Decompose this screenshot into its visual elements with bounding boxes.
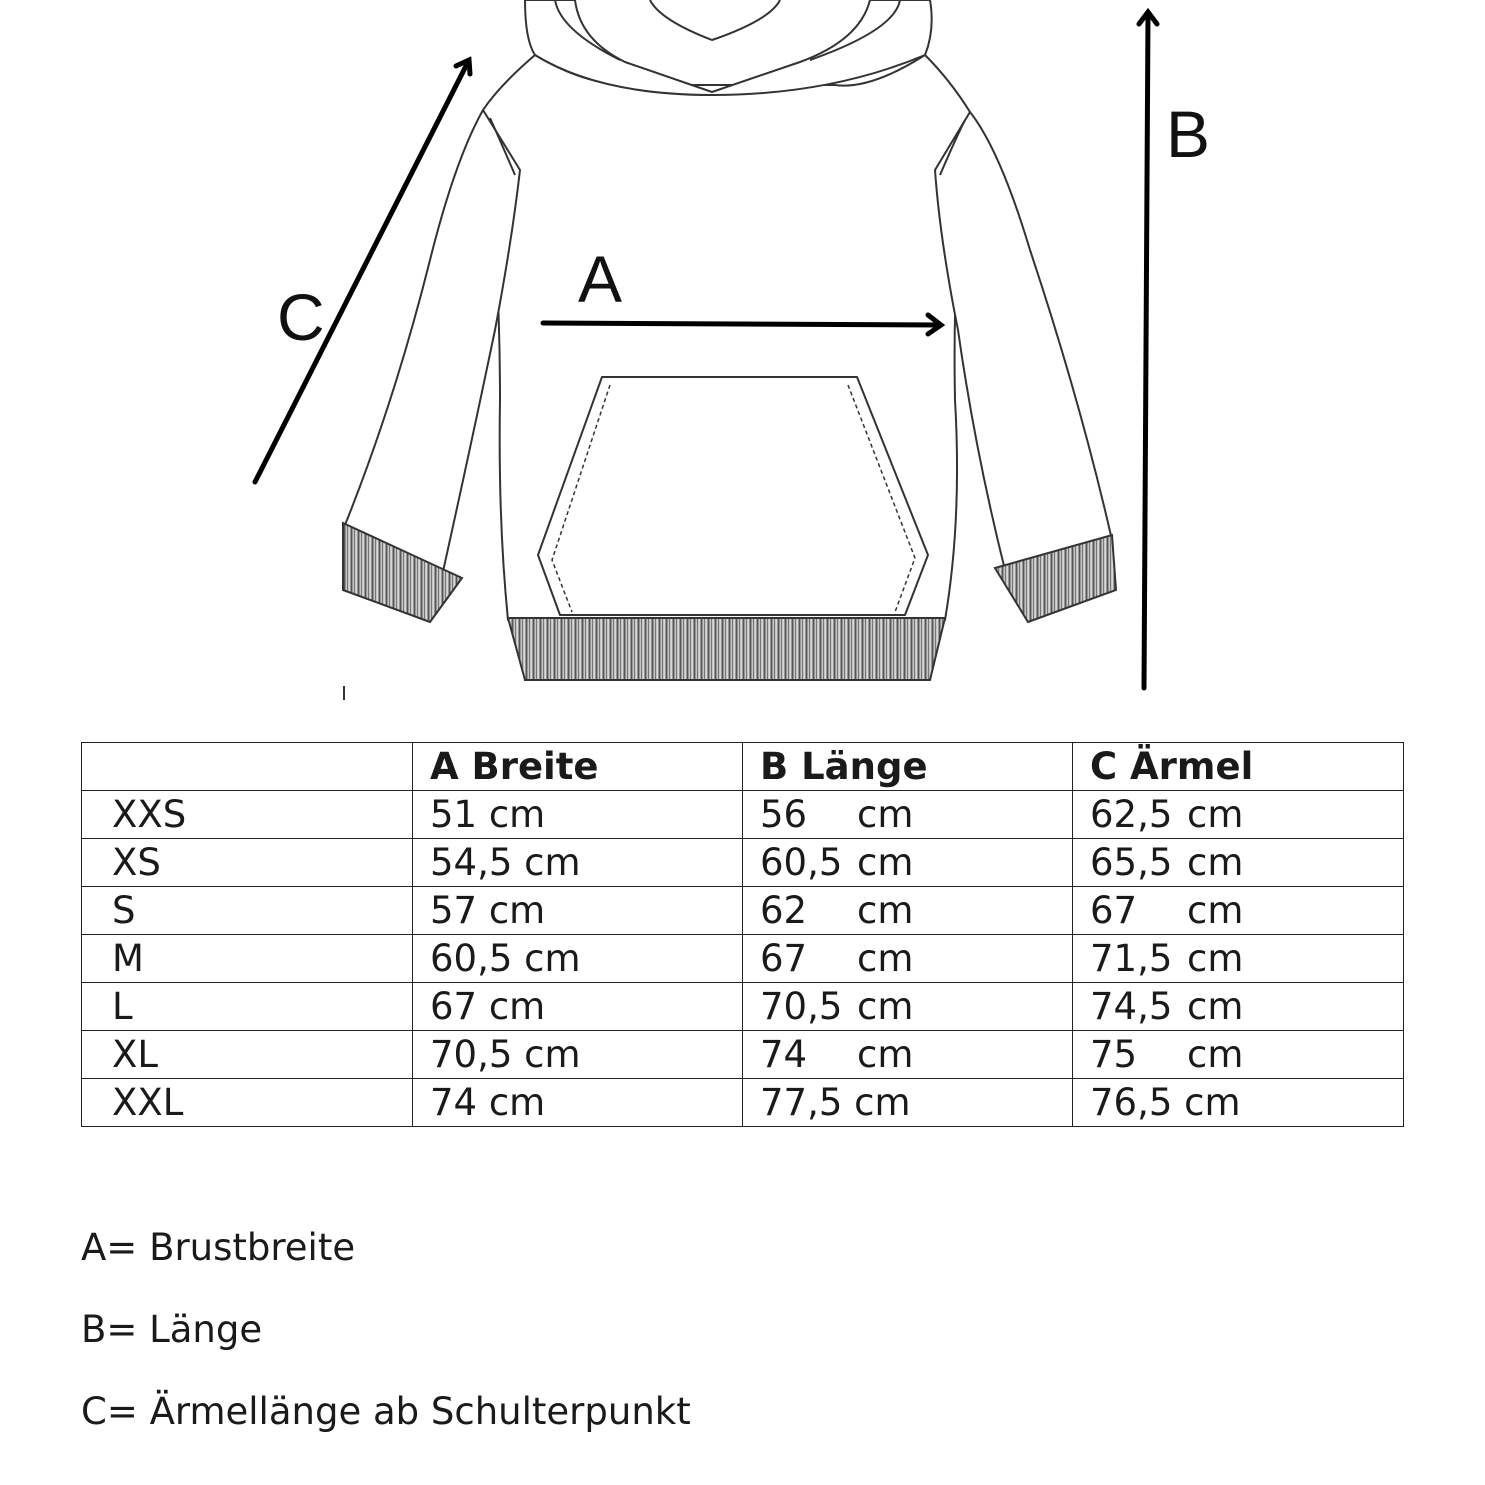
table-row: [82, 791, 1404, 839]
table-row: [82, 935, 1404, 983]
hoodie-diagram: [0, 0, 1485, 705]
b-cell: [743, 791, 1073, 839]
a-cell: [413, 887, 743, 935]
b-value: 77,5 cm: [760, 1081, 911, 1124]
label-b: B: [1166, 97, 1211, 171]
b-value: 60,5: [760, 841, 843, 884]
table-header-row: [82, 743, 1404, 791]
c-unit: cm: [1187, 1033, 1244, 1076]
table-row: [82, 983, 1404, 1031]
size-cell: [82, 983, 413, 1031]
b-unit: cm: [857, 985, 914, 1028]
size-label: L: [112, 985, 133, 1028]
a-value: 70,5 cm: [430, 1033, 581, 1076]
legend-b: B= Länge: [81, 1308, 263, 1351]
c-unit: cm: [1187, 937, 1244, 980]
table-row: [82, 1079, 1404, 1127]
b-cell: [743, 839, 1073, 887]
a-value: 51 cm: [430, 793, 546, 836]
b-unit: cm: [857, 937, 914, 980]
c-unit: cm: [1187, 841, 1244, 884]
legend-c: C= Ärmellänge ab Schulterpunkt: [81, 1390, 691, 1433]
size-label: XS: [112, 841, 161, 884]
b-unit: cm: [857, 793, 914, 836]
size-table: [81, 742, 1404, 1127]
a-value: 60,5 cm: [430, 937, 581, 980]
hoodie-drawing: [345, 0, 1112, 620]
b-cell: [743, 1079, 1073, 1127]
c-value: 75: [1090, 1033, 1138, 1076]
size-cell: [82, 1079, 413, 1127]
size-cell: [82, 1031, 413, 1079]
a-cell: [413, 1079, 743, 1127]
size-label: XXL: [112, 1081, 184, 1124]
label-c: C: [277, 280, 325, 354]
size-label: S: [112, 889, 136, 932]
c-unit: cm: [1187, 793, 1244, 836]
label-a: A: [578, 242, 623, 316]
kangaroo-pocket: [538, 377, 928, 615]
a-value: 67 cm: [430, 985, 546, 1028]
c-value: 74,5: [1090, 985, 1173, 1028]
c-cell: [1073, 1079, 1404, 1127]
a-cell: [413, 983, 743, 1031]
b-unit: cm: [857, 1033, 914, 1076]
c-cell: [1073, 887, 1404, 935]
header-c-aermel: C Ärmel: [1073, 743, 1404, 791]
c-cell: [1073, 935, 1404, 983]
table-row: [82, 887, 1404, 935]
b-cell: [743, 1031, 1073, 1079]
waistband: [508, 618, 945, 680]
right-sleeve: [935, 112, 1112, 570]
a-value: 74 cm: [430, 1081, 546, 1124]
header-size: [82, 743, 413, 791]
c-cell: [1073, 791, 1404, 839]
header-a-breite: A Breite: [413, 743, 743, 791]
left-sleeve: [345, 110, 520, 585]
a-value: 54,5 cm: [430, 841, 581, 884]
header-b-laenge: B Länge: [743, 743, 1073, 791]
size-cell: [82, 887, 413, 935]
size-label: XXS: [112, 793, 187, 836]
a-cell: [413, 839, 743, 887]
c-cell: [1073, 1031, 1404, 1079]
b-value: 67: [760, 937, 808, 980]
b-cell: [743, 887, 1073, 935]
c-value: 62,5: [1090, 793, 1173, 836]
b-value: 74: [760, 1033, 808, 1076]
c-value: 67: [1090, 889, 1138, 932]
c-value: 71,5: [1090, 937, 1173, 980]
b-value: 62: [760, 889, 808, 932]
table-row: [82, 839, 1404, 887]
c-unit: cm: [1187, 985, 1244, 1028]
hoodie-figure: [0, 0, 1485, 705]
size-label: M: [112, 937, 144, 980]
c-value: 76,5 cm: [1090, 1081, 1241, 1124]
table-row: [82, 1031, 1404, 1079]
c-cell: [1073, 983, 1404, 1031]
size-cell: [82, 791, 413, 839]
b-value: 70,5: [760, 985, 843, 1028]
a-value: 57 cm: [430, 889, 546, 932]
b-unit: cm: [857, 889, 914, 932]
a-cell: [413, 935, 743, 983]
b-value: 56: [760, 793, 808, 836]
size-cell: [82, 935, 413, 983]
c-cell: [1073, 839, 1404, 887]
size-label: XL: [112, 1033, 158, 1076]
b-cell: [743, 935, 1073, 983]
c-unit: cm: [1187, 889, 1244, 932]
c-value: 65,5: [1090, 841, 1173, 884]
arrow-b: [1139, 12, 1157, 688]
legend-a: A= Brustbreite: [81, 1226, 356, 1269]
b-cell: [743, 983, 1073, 1031]
b-unit: cm: [857, 841, 914, 884]
a-cell: [413, 1031, 743, 1079]
size-cell: [82, 839, 413, 887]
a-cell: [413, 791, 743, 839]
